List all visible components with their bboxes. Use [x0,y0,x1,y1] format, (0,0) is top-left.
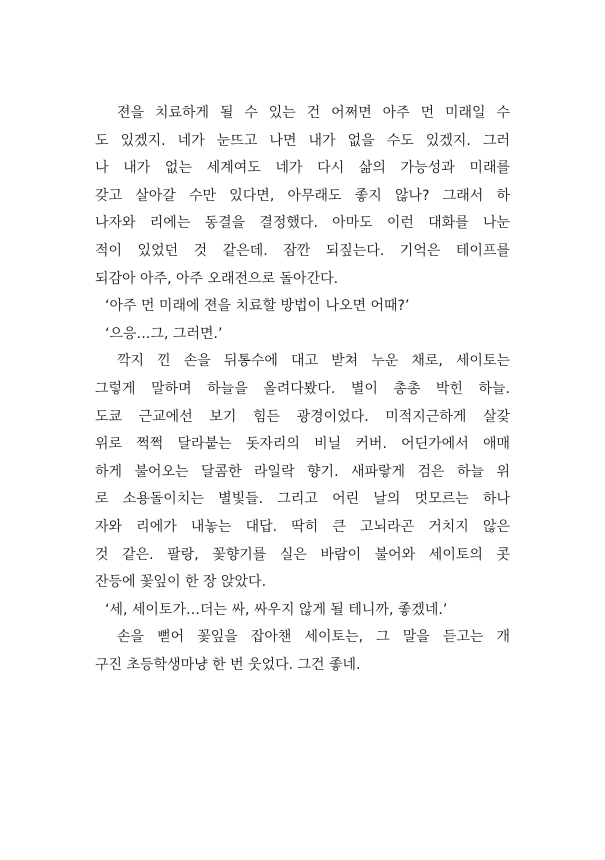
text-line: 되감아 아주, 아주 오래전으로 돌아간다. [95,270,339,287]
dialogue-line: ‘세, 세이토가…더는 싸, 싸우지 않게 될 테니까, 좋겠네.’ [105,601,448,618]
text-line: 도쿄 근교에선 보기 힘든 광경이었다. 미적지근하게 살갗 [95,408,510,425]
text-line: 깍지 낀 손을 뒤통수에 대고 받쳐 누운 채로, 세이토는 [117,353,510,370]
body-text [95,100,510,679]
text-line: 나 내가 없는 세계여도 네가 다시 삶의 가능성과 미래를 [95,160,510,177]
text-line: 적이 있었던 것 같은데. 잠깐 되짚는다. 기억은 테이프를 [95,242,510,259]
text-line: 손을 뻗어 꽃잎을 잡아챈 세이토는, 그 말을 듣고는 개 [117,629,510,646]
text-line: 그렇게 말하며 하늘을 올려다봤다. 별이 총총 박힌 하늘. [95,380,510,397]
text-line: 갖고 살아갈 수만 있다면, 아무래도 좋지 않나? 그래서 하 [95,187,510,204]
text-line: 나자와 리에는 동결을 결정했다. 아마도 이런 대화를 나눈 [95,215,510,232]
text-line: 도 있겠지. 네가 눈뜨고 나면 내가 없을 수도 있겠지. 그러 [95,132,510,149]
text-line: 구진 초등학생마냥 한 번 웃었다. 그건 좋네. [95,656,361,673]
text-line: 젼을 치료하게 될 수 있는 건 어쩌면 아주 먼 미래일 수 [117,105,510,121]
dialogue-line: ‘아주 먼 미래에 젼을 치료할 방법이 나오면 어때?’ [105,298,410,315]
text-line: 것 같은. 팔랑, 꽃향기를 실은 바람이 불어와 세이토의 콧 [95,546,510,563]
dialogue-line: ‘으응…그, 그러면.’ [105,325,223,342]
text-line: 로 소용돌이치는 별빛들. 그리고 어린 날의 멋모르는 하나 [95,491,510,508]
text-line: 하게 불어오는 달콤한 라일락 향기. 새파랗게 검은 하늘 위 [95,463,510,480]
text-line: 자와 리에가 내놓는 대답. 딱히 큰 고뇌라곤 거치지 않은 [95,518,510,535]
text-line: 위로 쩍쩍 달라붙는 돗자리의 비닐 커버. 어딘가에서 애매 [95,436,510,453]
text-line: 잔등에 꽃잎이 한 장 앉았다. [95,574,267,591]
